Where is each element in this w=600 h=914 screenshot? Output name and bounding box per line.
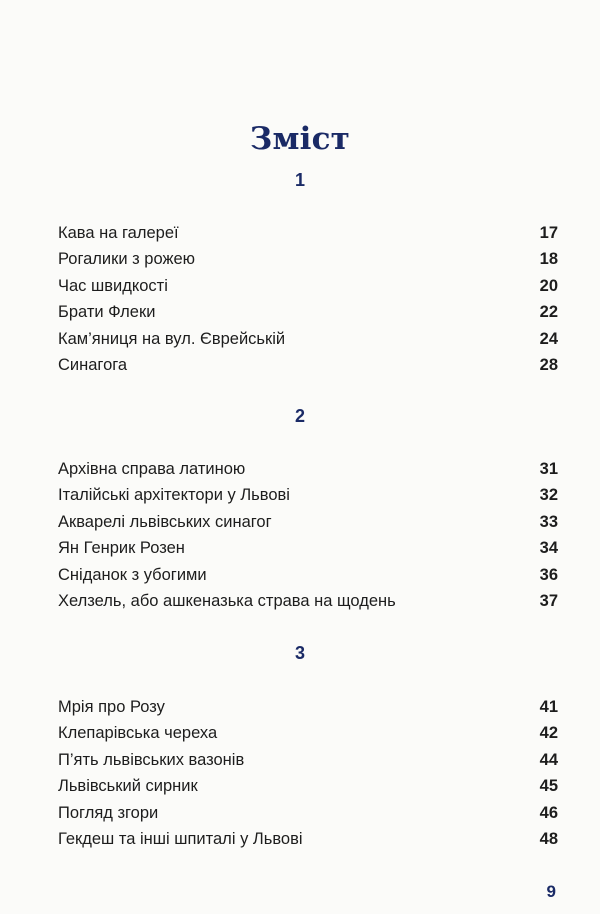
toc-entry[interactable] — [58, 246, 558, 272]
toc-entry[interactable] — [58, 747, 558, 773]
toc-entry-page: 17 — [539, 224, 558, 242]
section-number-1: 1 — [294, 170, 305, 190]
toc-entry[interactable] — [58, 773, 558, 799]
toc-entry-title: Акварелі львівських синагог — [58, 512, 272, 531]
toc-entry-title: П’ять львівських вазонів — [58, 750, 245, 769]
toc-entry-page: 24 — [539, 329, 558, 348]
toc-entry[interactable] — [58, 273, 558, 299]
toc-entry-title: Синагога — [58, 355, 128, 374]
toc-entry-title: Архівна справа латиною — [58, 460, 246, 478]
toc-entry[interactable] — [58, 326, 558, 352]
toc-entry-page: 31 — [539, 460, 558, 478]
toc-entry[interactable] — [58, 826, 558, 852]
toc-entry-page: 42 — [539, 724, 558, 743]
toc-entry-page: 34 — [539, 539, 558, 558]
toc-entry-title: Ян Генрик Розен — [58, 539, 185, 558]
toc-entry-title: Час швидкості — [58, 276, 168, 295]
toc-entry-title: Погляд згори — [58, 803, 159, 822]
toc-entry-page: 22 — [539, 303, 558, 322]
toc-entry-title: Брати Флеки — [58, 303, 156, 322]
toc-entry-page: 46 — [539, 803, 558, 822]
toc-entry-page: 18 — [539, 250, 558, 269]
toc-entry-title: Хелзель, або ашкеназька страва на щодень — [58, 591, 396, 610]
toc-entry-title: Мрія про Розу — [58, 698, 165, 716]
toc-entry-page: 37 — [539, 591, 558, 610]
toc-entry-page: 48 — [539, 829, 558, 848]
toc-entry-page: 44 — [539, 750, 558, 769]
toc-entry-page: 45 — [539, 777, 558, 796]
page-title: Зміст — [249, 120, 351, 157]
toc-entry-page: 36 — [539, 565, 558, 584]
toc-entry-page: 41 — [539, 698, 558, 716]
toc-entry[interactable] — [58, 694, 558, 720]
toc-entry[interactable] — [58, 800, 558, 826]
section-number-3: 3 — [294, 643, 305, 663]
toc-entry[interactable] — [58, 352, 558, 378]
toc-entry-title: Кава на галереї — [58, 224, 179, 242]
toc-entry-page: 32 — [539, 486, 558, 505]
toc-entry[interactable] — [58, 562, 558, 588]
toc-entry[interactable] — [58, 509, 558, 535]
toc-entry[interactable] — [58, 220, 558, 246]
toc-entry-page: 28 — [539, 355, 558, 374]
toc-entry[interactable] — [58, 588, 558, 614]
toc-entry[interactable] — [58, 482, 558, 508]
toc-entry[interactable] — [58, 456, 558, 482]
toc-entry-page: 33 — [539, 512, 558, 531]
toc-entry[interactable] — [58, 299, 558, 325]
toc-entry-page: 20 — [539, 276, 558, 295]
toc-entry-title: Львівський сирник — [58, 777, 198, 796]
section-number-2: 2 — [294, 406, 305, 426]
toc-entry-title: Гекдеш та інші шпиталі у Львові — [58, 829, 303, 848]
toc-list-section-3 — [58, 694, 558, 852]
toc-entry-title: Італійські архітектори у Львові — [58, 486, 290, 505]
toc-entry-title: Кам’яниця на вул. Єврейській — [58, 329, 286, 348]
toc-entry-title: Рогалики з рожею — [58, 250, 196, 269]
page-number: 9 — [546, 882, 556, 901]
toc-entry-title: Сніданок з убогими — [58, 565, 207, 584]
toc-list-section-2 — [58, 456, 558, 614]
toc-list-section-1 — [58, 220, 558, 378]
toc-entry[interactable] — [58, 535, 558, 561]
toc-entry[interactable] — [58, 720, 558, 746]
toc-entry-title: Клепарівська череха — [58, 724, 218, 743]
